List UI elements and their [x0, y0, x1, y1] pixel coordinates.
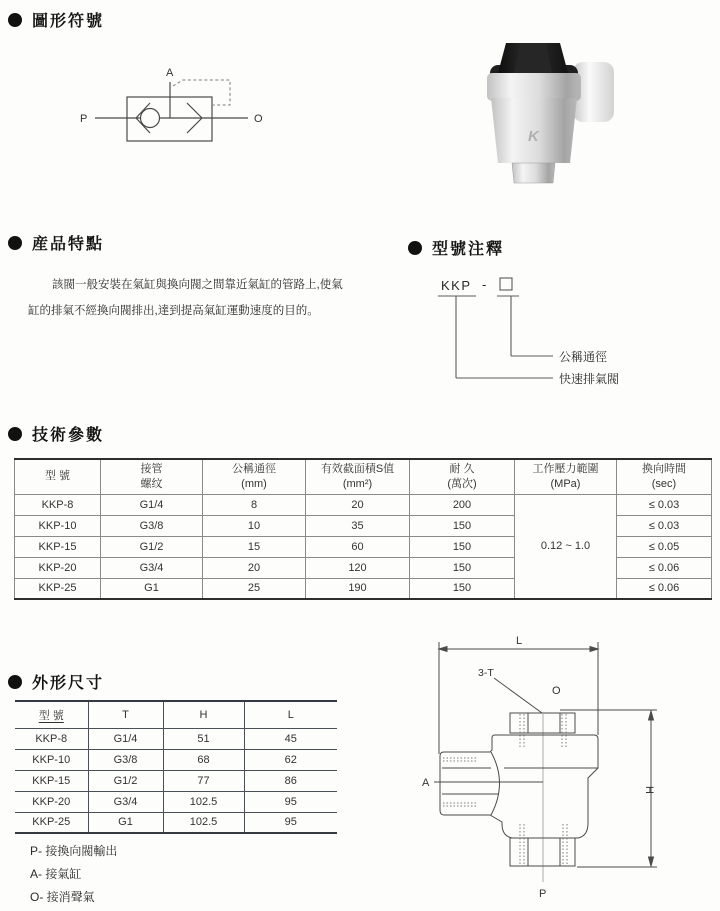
- col-header: 耐 久: [449, 462, 475, 475]
- drawing-port-p-label: P: [539, 888, 547, 900]
- section-title-text: 技術參數: [32, 427, 105, 444]
- product-photo: [478, 35, 623, 190]
- cell: 150: [410, 557, 515, 578]
- photo-rim: [487, 73, 581, 101]
- cell-model: KKP-8: [15, 494, 101, 515]
- model-dash: -: [482, 277, 487, 292]
- model-label-valve: 快速排氣閥: [559, 372, 620, 386]
- cell: 35: [306, 515, 410, 536]
- table-row: [15, 749, 337, 770]
- features-line-1: 該閥一般安裝在氣缸與換向閥之間靠近氣缸的管路上,使氣: [52, 279, 343, 291]
- col-header: 工作壓力範圍: [532, 462, 599, 475]
- cell: G1/2: [101, 536, 203, 557]
- section-title-graphic-symbol: [8, 8, 104, 31]
- cell: 200: [410, 494, 515, 515]
- drawing-port-a-label: A: [422, 777, 430, 789]
- drawing-port-o-label: O: [552, 685, 561, 697]
- col-header: 型 號: [44, 470, 71, 483]
- cell: ≤ 0.06: [617, 557, 712, 578]
- cell: 95: [244, 812, 337, 833]
- cell: ≤ 0.03: [617, 494, 712, 515]
- col-header: L: [244, 701, 337, 728]
- symbol-port-p-label: P: [80, 113, 88, 125]
- bullet-icon: [8, 427, 22, 441]
- table-row: [15, 770, 337, 791]
- cell: 77: [163, 770, 244, 791]
- section-title-text: 産品特點: [32, 236, 105, 253]
- section-title-features: [8, 231, 104, 254]
- col-header: 接管: [140, 462, 163, 475]
- drawing-3t-label: 3-T: [478, 667, 494, 679]
- features-line-2: 缸的排氣不經換向閥排出,達到提高氣缸運動速度的目的。: [28, 305, 319, 317]
- cell: G1/4: [101, 494, 203, 515]
- col-header: 換向時間: [642, 462, 686, 475]
- port-legend: [30, 840, 117, 909]
- cell: 51: [163, 728, 244, 749]
- section-title-model-note: [408, 236, 504, 259]
- cell: G1: [101, 578, 203, 599]
- cell: G3/4: [88, 791, 163, 812]
- drawing-dim-h-label: H: [643, 786, 655, 794]
- bullet-icon: [408, 241, 422, 255]
- col-header: H: [163, 701, 244, 728]
- cell: 150: [410, 536, 515, 557]
- cell: 102.5: [163, 791, 244, 812]
- cell: 150: [410, 515, 515, 536]
- features-paragraph: [28, 272, 358, 324]
- cell: 20: [203, 557, 306, 578]
- tech-header-row: 型 號 接管 螺纹 公稱通徑 (mm) 有效截面積S值 (mm²) 耐 久 (萬次) 工作壓力範圍 (MPa) 換向時間 (sec): [15, 459, 712, 494]
- legend-line-a: A- 接氣缸: [30, 867, 82, 881]
- symbol-port-o-label: O: [254, 113, 263, 125]
- col-header: 有效截面積S值: [320, 462, 395, 475]
- cell: 150: [410, 578, 515, 599]
- cell: 10: [203, 515, 306, 536]
- section-title-text: 外形尺寸: [32, 675, 105, 692]
- cell: 190: [306, 578, 410, 599]
- cell: G3/4: [101, 557, 203, 578]
- bullet-icon: [8, 13, 22, 27]
- bullet-icon: [8, 675, 22, 689]
- cell-pressure-range: 0.12 ~ 1.0: [515, 494, 617, 599]
- cell: 120: [306, 557, 410, 578]
- cell: ≤ 0.06: [617, 578, 712, 599]
- photo-bottom-nut: [512, 163, 555, 183]
- section-title-tech: [8, 422, 104, 445]
- cell-model: KKP-8: [15, 728, 88, 749]
- cell: 15: [203, 536, 306, 557]
- cell-model: KKP-15: [15, 536, 101, 557]
- cell-model: KKP-20: [15, 557, 101, 578]
- dimension-drawing: [420, 618, 720, 911]
- section-title-text: 圖形符號: [32, 13, 105, 30]
- dims-header-row: [15, 701, 337, 728]
- cell-model: KKP-25: [15, 812, 88, 833]
- table-row: [15, 791, 337, 812]
- bullet-icon: [8, 236, 22, 250]
- cell: G3/8: [88, 749, 163, 770]
- pneumatic-symbol-diagram: [50, 52, 280, 157]
- tech-parameters-table: [14, 458, 712, 600]
- table-row: [15, 728, 337, 749]
- table-row: [15, 494, 712, 515]
- drawing-dim-l-label: L: [516, 635, 523, 647]
- cell: 68: [163, 749, 244, 770]
- cell: ≤ 0.05: [617, 536, 712, 557]
- section-title-text: 型號注釋: [432, 241, 505, 258]
- cell: 8: [203, 494, 306, 515]
- model-label-bore: 公稱通徑: [559, 350, 608, 364]
- cell: 102.5: [163, 812, 244, 833]
- cell: G1: [88, 812, 163, 833]
- dimensions-table: [15, 700, 337, 834]
- col-header: 型 號: [15, 701, 88, 728]
- cell-model: KKP-25: [15, 578, 101, 599]
- cell-model: KKP-15: [15, 770, 88, 791]
- cell: 25: [203, 578, 306, 599]
- col-header: T: [88, 701, 163, 728]
- cell-model: KKP-10: [15, 515, 101, 536]
- cell: 20: [306, 494, 410, 515]
- cell-model: KKP-20: [15, 791, 88, 812]
- cell: 45: [244, 728, 337, 749]
- cell: 86: [244, 770, 337, 791]
- symbol-port-a-label: A: [166, 67, 174, 79]
- legend-line-o: O- 接消聲氣: [30, 890, 95, 904]
- cell: G1/4: [88, 728, 163, 749]
- cell: ≤ 0.03: [617, 515, 712, 536]
- cell: G3/8: [101, 515, 203, 536]
- cell: 62: [244, 749, 337, 770]
- cell: G1/2: [88, 770, 163, 791]
- model-number-diagram: [420, 268, 710, 393]
- section-title-dims: [8, 670, 104, 693]
- photo-brand-mark: K: [528, 128, 539, 145]
- cell: 60: [306, 536, 410, 557]
- legend-line-p: P- 接換向閥輸出: [30, 844, 118, 858]
- table-row: [15, 812, 337, 833]
- cell: 95: [244, 791, 337, 812]
- model-prefix: KKP: [441, 278, 472, 293]
- col-header: 公稱通徑: [232, 462, 276, 475]
- cell-model: KKP-10: [15, 749, 88, 770]
